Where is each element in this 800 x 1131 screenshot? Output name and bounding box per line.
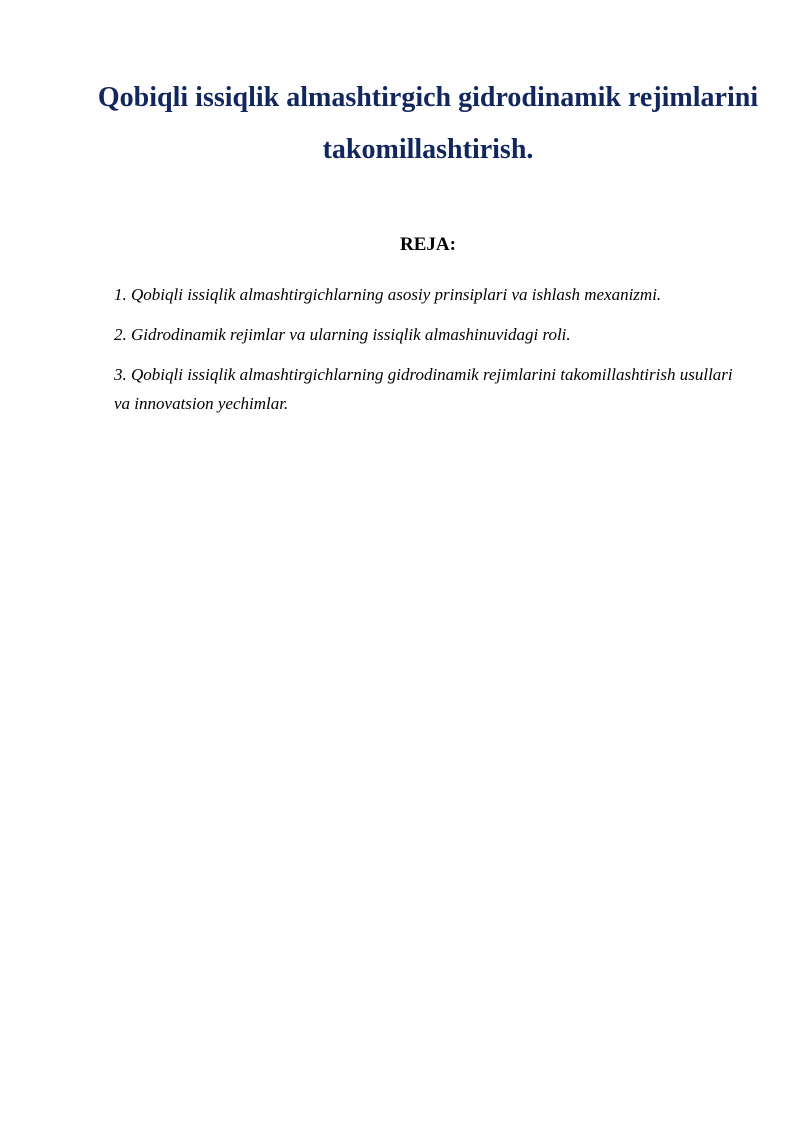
document-title: Qobiqli issiqlik almashtirgich gidrodinamik rejimlarini takomillashtirish. (97, 82, 759, 165)
plan-item-2: 2. Gidrodinamik rejimlar va ularning issiqlik almashinuvidagi roli. (114, 325, 571, 344)
plan-heading: REJA: (400, 234, 456, 255)
plan-item-3: 3. Qobiqli issiqlik almashtirgichlarning gidrodinamik rejimlarini takomillashtirish usullari va innovatsion yechimlar. (114, 365, 733, 413)
plan-item-1: 1. Qobiqli issiqlik almashtirgichlarning asosiy prinsiplari va ishlash mexanizmi. (114, 285, 662, 304)
plan-list (114, 280, 750, 429)
